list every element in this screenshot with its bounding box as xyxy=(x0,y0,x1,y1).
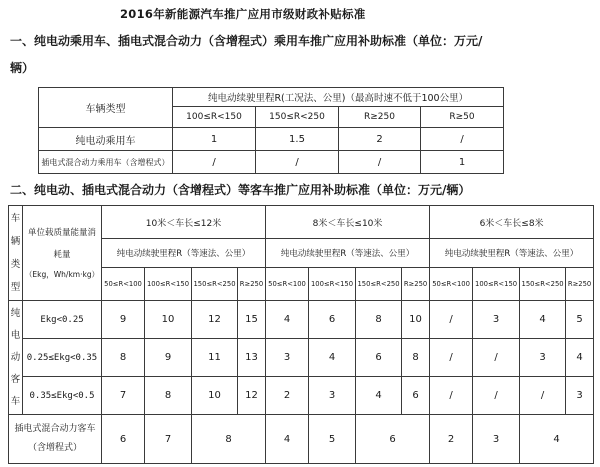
vehicle-type-vertical-header xyxy=(9,206,23,301)
energy-consumption-header xyxy=(23,206,102,301)
subsidy-value: 10 xyxy=(145,301,192,339)
subsidy-value: 8 xyxy=(192,415,266,464)
energy-range-label: 0.25≤Ekg<0.35 xyxy=(23,339,102,377)
length-group-header: 10米＜车长≤12米 xyxy=(102,206,266,239)
subsidy-value: 1.5 xyxy=(256,128,339,151)
range-col-header: 50≤R<100 xyxy=(102,268,145,301)
subsidy-value: 12 xyxy=(192,301,238,339)
vehicle-type-vertical-label: 车辆类型 xyxy=(10,213,21,293)
subsidy-value: 2 xyxy=(266,377,309,415)
subsidy-value: 3 xyxy=(566,377,594,415)
range-col-header: R≥250 xyxy=(238,268,266,301)
row-label: 纯电动乘用车 xyxy=(39,128,173,151)
bus-subsidy-table xyxy=(8,205,594,464)
range-method-header: 纯电动续驶里程R（等速法、公里） xyxy=(102,239,266,268)
ev-bus-vertical-label: 纯电动客车 xyxy=(10,307,21,407)
table-row xyxy=(9,301,594,339)
subsidy-value: 12 xyxy=(238,377,266,415)
subsidy-value: 3 xyxy=(473,301,520,339)
subsidy-value: / xyxy=(520,377,566,415)
subsidy-value: 4 xyxy=(266,415,309,464)
subsidy-value: 1 xyxy=(421,151,504,174)
energy-consumption-formula: （Ekg，Wh/km·kg） xyxy=(24,270,100,279)
subsidy-value: / xyxy=(256,151,339,174)
subsidy-value: 4 xyxy=(356,377,402,415)
subsidy-value: / xyxy=(430,339,473,377)
subsidy-value: / xyxy=(473,339,520,377)
range-col-header: 100≤R<150 xyxy=(473,268,520,301)
section1-heading-line2: 辆） xyxy=(10,61,35,75)
length-group-header: 6米＜车长≤8米 xyxy=(430,206,594,239)
subsidy-value: 4 xyxy=(309,339,356,377)
table-row xyxy=(9,377,594,415)
subsidy-value: 10 xyxy=(192,377,238,415)
row-label: 插电式混合动力乘用车（含增程式） xyxy=(39,151,173,174)
subsidy-value: 6 xyxy=(102,415,145,464)
range-col-header: 150≤R<250 xyxy=(356,268,402,301)
subsidy-value: / xyxy=(421,128,504,151)
range-col-header: R≥250 xyxy=(339,107,421,128)
subsidy-value: 3 xyxy=(309,377,356,415)
subsidy-value: 8 xyxy=(102,339,145,377)
range-col-header: 100≤R<150 xyxy=(145,268,192,301)
subsidy-value: / xyxy=(339,151,421,174)
table-row xyxy=(39,151,504,174)
range-col-header: 100≤R<150 xyxy=(309,268,356,301)
subsidy-value: 6 xyxy=(309,301,356,339)
subsidy-value: 13 xyxy=(238,339,266,377)
subsidy-value: 4 xyxy=(566,339,594,377)
subsidy-value: / xyxy=(473,377,520,415)
subsidy-value: 3 xyxy=(520,339,566,377)
range-col-header: 150≤R<250 xyxy=(192,268,238,301)
energy-range-label: 0.35≤Ekg<0.5 xyxy=(23,377,102,415)
ev-bus-vertical-header xyxy=(9,301,23,415)
range-col-header: R≥250 xyxy=(402,268,430,301)
range-condition-header: 纯电动续驶里程R(工况法、公里)（最高时速不低于100公里） xyxy=(173,88,504,107)
subsidy-value: 4 xyxy=(520,415,594,464)
range-col-header: 50≤R<100 xyxy=(430,268,473,301)
page-title: 2016年新能源汽车推广应用市级财政补贴标准 xyxy=(120,7,366,21)
subsidy-value: 15 xyxy=(238,301,266,339)
range-col-header: R≥250 xyxy=(566,268,594,301)
subsidy-value: 7 xyxy=(145,415,192,464)
subsidy-value: 10 xyxy=(402,301,430,339)
subsidy-value: 9 xyxy=(145,339,192,377)
subsidy-value: 4 xyxy=(266,301,309,339)
subsidy-value: 11 xyxy=(192,339,238,377)
subsidy-value: 2 xyxy=(430,415,473,464)
phev-bus-row-label: 插电式混合动力客车（含增程式） xyxy=(9,415,102,464)
range-col-header: 150≤R<250 xyxy=(520,268,566,301)
range-col-header: 100≤R<150 xyxy=(173,107,256,128)
range-method-header: 纯电动续驶里程R（等速法、公里） xyxy=(266,239,430,268)
subsidy-value: 3 xyxy=(266,339,309,377)
subsidy-value: / xyxy=(173,151,256,174)
subsidy-value: / xyxy=(430,377,473,415)
subsidy-value: / xyxy=(430,301,473,339)
section1-heading xyxy=(10,28,595,82)
subsidy-value: 6 xyxy=(356,415,430,464)
table-row xyxy=(39,128,504,151)
subsidy-value: 8 xyxy=(145,377,192,415)
section1-heading-line1: 一、纯电动乘用车、插电式混合动力（含增程式）乘用车推广应用补助标准（单位：万元/ xyxy=(10,34,483,48)
subsidy-value: 3 xyxy=(473,415,520,464)
energy-range-label: Ekg<0.25 xyxy=(23,301,102,339)
subsidy-value: 2 xyxy=(339,128,421,151)
subsidy-value: 5 xyxy=(566,301,594,339)
subsidy-value: 4 xyxy=(520,301,566,339)
subsidy-value: 8 xyxy=(356,301,402,339)
range-col-header: R≥50 xyxy=(421,107,504,128)
subsidy-value: 1 xyxy=(173,128,256,151)
range-method-header: 纯电动续驶里程R（等速法、公里） xyxy=(430,239,594,268)
passenger-car-subsidy-table xyxy=(38,87,504,174)
subsidy-value: 6 xyxy=(356,339,402,377)
energy-consumption-label: 单位载质量能量消耗量 xyxy=(27,228,96,260)
range-col-header: 50≤R<100 xyxy=(266,268,309,301)
subsidy-value: 5 xyxy=(309,415,356,464)
length-group-header: 8米＜车长≤10米 xyxy=(266,206,430,239)
subsidy-value: 6 xyxy=(402,377,430,415)
subsidy-value: 9 xyxy=(102,301,145,339)
vehicle-type-header: 车辆类型 xyxy=(39,88,173,128)
subsidy-value: 7 xyxy=(102,377,145,415)
subsidy-value: 8 xyxy=(402,339,430,377)
table-row xyxy=(9,415,594,464)
range-col-header: 150≤R<250 xyxy=(256,107,339,128)
section2-heading: 二、纯电动、插电式混合动力（含增程式）等客车推广应用补助标准（单位：万元/辆） xyxy=(10,183,471,197)
table-row xyxy=(9,339,594,377)
